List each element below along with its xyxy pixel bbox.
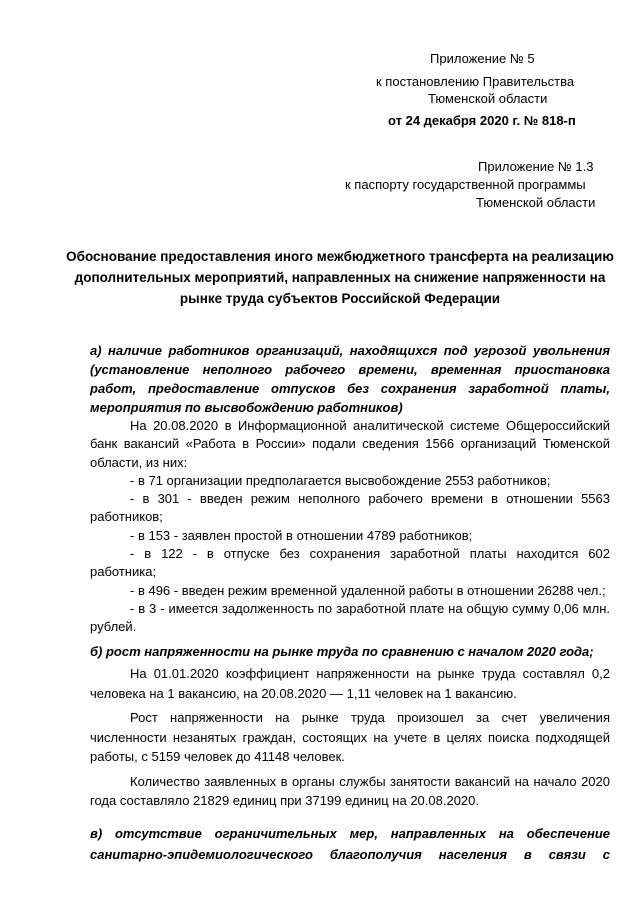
section-b-heading: б) рост напряженности на рынке труда по сравнению с началом 2020 года; bbox=[90, 644, 594, 659]
list-item: - в 496 - введен режим временной удаленной работы в отношении 26288 чел.; bbox=[130, 582, 606, 598]
section-a-intro: На 20.08.2020 в Информационной аналитической системе Общероссийский банк вакансий «Работа в России» подали сведения 1566 организаций Тюменской области, из них: bbox=[90, 418, 610, 470]
appendix-1-3-label: Приложение № 1.3 bbox=[478, 159, 594, 174]
section-b bbox=[90, 642, 610, 811]
list-item: - в 153 - заявлен простой в отношении 4789 работников; bbox=[130, 527, 473, 543]
section-c-heading: в) отсутствие ограничительных мер, направленных на обеспечение санитарно-эпидемиологического благополучия населения в связи с bbox=[90, 826, 610, 862]
passport-reference: к паспорту государственной программы bbox=[345, 177, 586, 192]
resolution-date-number: от 24 декабря 2020 г. № 818-п bbox=[388, 113, 576, 128]
section-a bbox=[90, 341, 610, 637]
section-b-paragraph: На 01.01.2020 коэффициент напряженности на рынке труда составлял 0,2 человека на 1 вакансию, на 20.08.2020 — 1,11 человек на 1 вакансию. bbox=[90, 666, 610, 701]
list-item: - в 71 организации предполагается высвобождение 2553 работников; bbox=[130, 472, 551, 488]
list-item: - в 3 - имеется задолженность по заработной плате на общую сумму 0,06 млн. рублей. bbox=[90, 600, 610, 635]
document-title: Обоснование предоставления иного межбюджетного трансферта на реализацию дополнительных мероприятий, направленных на снижение напряженности на рынке труда субъектов Российской Федерации bbox=[66, 249, 614, 306]
list-item: - в 122 - в отпуске без сохранения заработной платы находится 602 работника; bbox=[90, 546, 610, 580]
section-c bbox=[90, 823, 610, 865]
resolution-reference: к постановлению Правительства bbox=[376, 74, 575, 89]
section-b-paragraph: Количество заявленных в органы службы занятости вакансий на начало 2020 года составляло 21829 единиц при 37199 единиц на 20.08.2020. bbox=[90, 773, 610, 808]
region-label-2: Тюменской области bbox=[476, 195, 596, 210]
section-a-heading: а) наличие работников организаций, находящихся под угрозой увольнения (установление неполного рабочего времени, временная приостановка работ, предоставление отпусков без сохранения заработной платы, мероприятия по высвобождению работников) bbox=[90, 343, 610, 415]
region-label-1: Тюменской области bbox=[428, 91, 548, 106]
appendix-5-label: Приложение № 5 bbox=[430, 51, 535, 66]
section-b-paragraph: Рост напряженности на рынке труда произошел за счет увеличения численности незанятых граждан, состоящих на учете в целях поиска подходящей работы, с 5159 человек до 41148 человек. bbox=[90, 710, 610, 764]
list-item: - в 301 - введен режим неполного рабочего времени в отношении 5563 работников; bbox=[90, 491, 610, 525]
